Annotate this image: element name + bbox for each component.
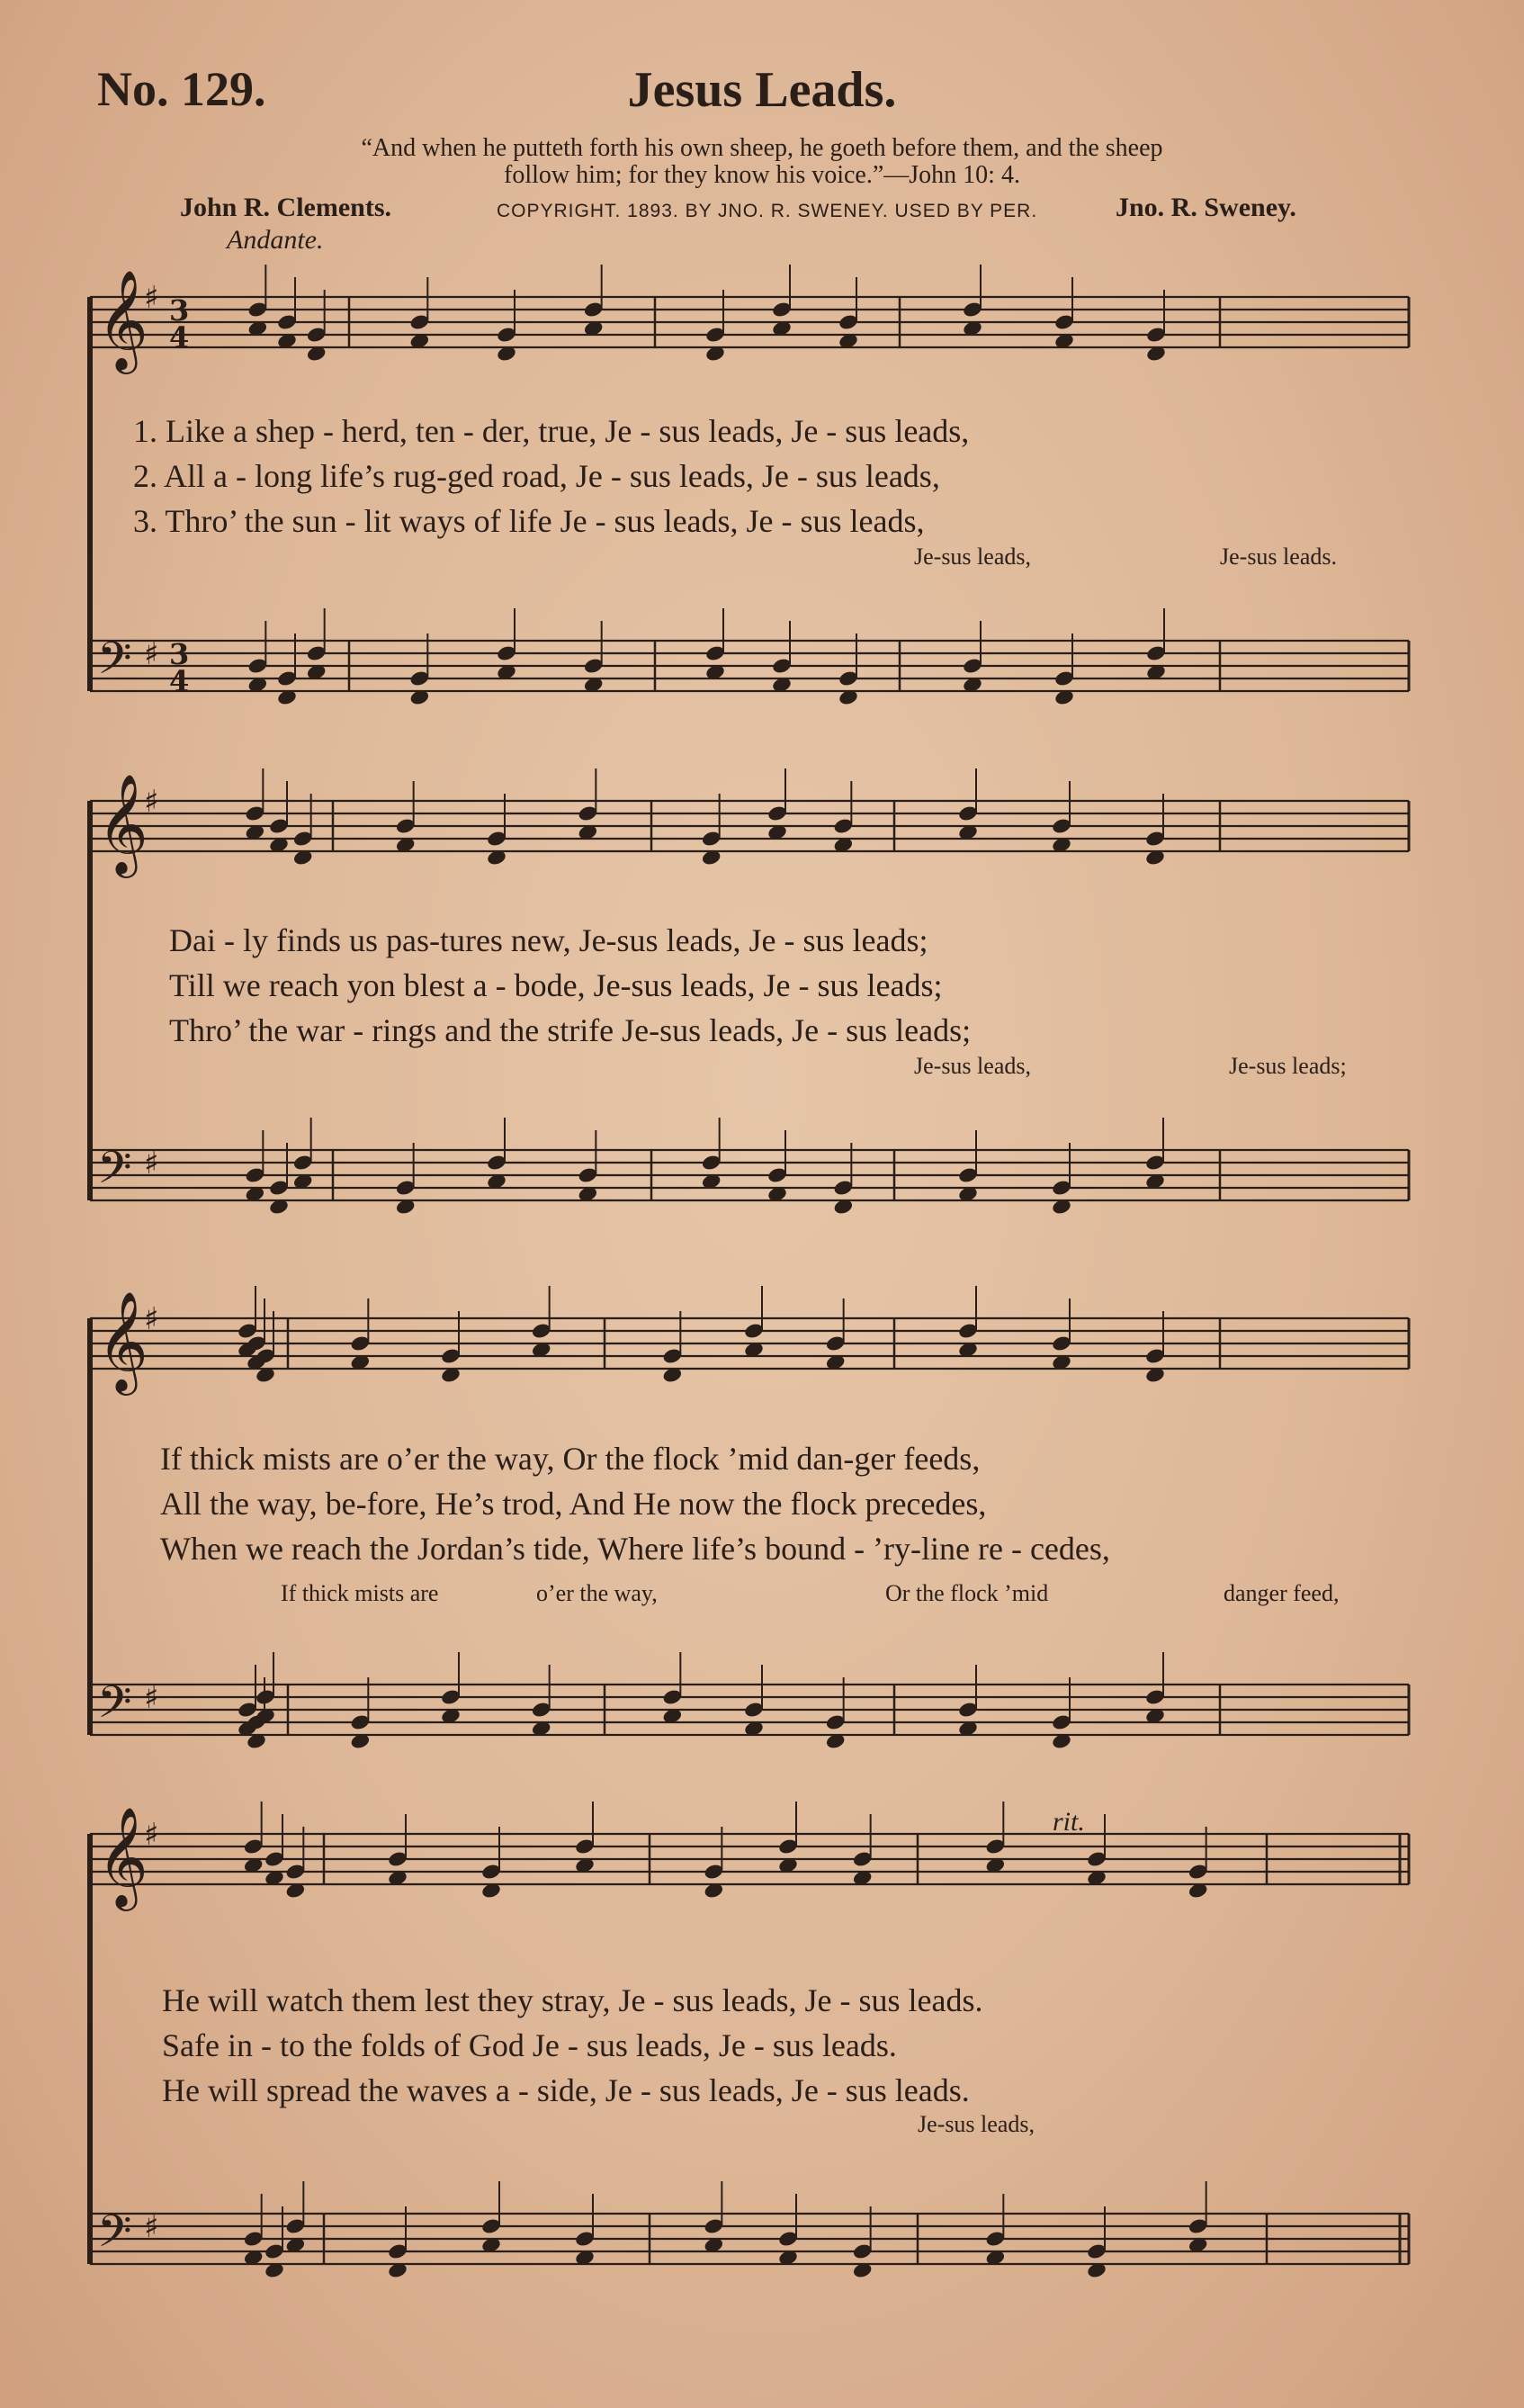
time-signature: 3 <box>169 293 190 328</box>
system-1-verse-3: 3. Thro’ the sun - lit ways of life Je - sus leads, Je - sus leads, <box>133 503 925 539</box>
system-3-verse-1: If thick mists are o’er the way, Or the flock ’mid dan-ger feeds, <box>160 1441 981 1477</box>
system-3-echo-d: danger feed, <box>1224 1580 1340 1606</box>
hymn-title: Jesus Leads. <box>627 62 897 118</box>
key-signature-sharp: ♯ <box>144 1301 159 1337</box>
key-signature-sharp: ♯ <box>144 1817 159 1853</box>
system-1-echo-b: Je-sus leads. <box>1220 544 1337 570</box>
system-3-verse-3: When we reach the Jordan’s tide, Where life’s bound - ’ry-line re - cedes, <box>160 1531 1110 1567</box>
hymn-number: No. 129. <box>97 62 266 116</box>
treble-clef-icon: 𝄞 <box>97 269 148 370</box>
time-signature: 3 <box>169 637 190 671</box>
system-1-verse-1: 1. Like a shep - herd, ten - der, true, Je - sus leads, Je - sus leads, <box>133 413 970 449</box>
composer-credit: Jno. R. Sweney. <box>1116 193 1296 222</box>
system-2-verse-3: Thro’ the war - rings and the strife Je-sus leads, Je - sus leads; <box>169 1012 972 1048</box>
system-4-verse-3: He will spread the waves a - side, Je - sus leads, Je - sus leads. <box>162 2072 970 2108</box>
epigraph-line-2: follow him; for they know his voice.”—John 10: 4. <box>504 161 1020 189</box>
key-signature-sharp: ♯ <box>144 280 159 316</box>
treble-clef-icon: 𝄞 <box>97 1806 148 1907</box>
system-2-echo-b: Je-sus leads; <box>1229 1053 1347 1079</box>
bass-clef-icon: 𝄢 <box>97 2206 132 2269</box>
bass-clef-icon: 𝄢 <box>97 1676 132 1739</box>
time-signature: 4 <box>169 320 190 355</box>
bass-clef-icon: 𝄢 <box>97 633 132 696</box>
system-3-echo-c: Or the flock ’mid <box>885 1580 1049 1606</box>
system-2-verse-2: Till we reach yon blest a - bode, Je-sus leads, Je - sus leads; <box>169 967 943 1003</box>
key-signature-sharp: ♯ <box>144 2209 159 2245</box>
bass-clef-icon: 𝄢 <box>97 1142 132 1205</box>
system-4-echo-a: Je-sus leads, <box>918 2111 1035 2137</box>
treble-clef-icon: 𝄞 <box>97 1290 148 1391</box>
epigraph-line-1: “And when he putteth forth his own sheep, he goeth before them, and the sheep <box>361 134 1163 162</box>
system-2-verse-1: Dai - ly finds us pas-tures new, Je-sus leads, Je - sus leads; <box>169 922 928 958</box>
tempo-marking: Andante. <box>227 225 324 255</box>
system-4-verse-1: He will watch them lest they stray, Je - sus leads, Je - sus leads. <box>162 1982 983 2018</box>
key-signature-sharp: ♯ <box>144 1680 159 1716</box>
treble-clef-icon: 𝄞 <box>97 773 148 874</box>
system-4-verse-2: Safe in - to the folds of God Je - sus leads, Je - sus leads. <box>162 2027 897 2063</box>
system-1-echo-a: Je-sus leads, <box>914 544 1031 570</box>
system-3-verse-2: All the way, be-fore, He’s trod, And He now the flock precedes, <box>160 1486 987 1522</box>
time-signature: 4 <box>169 664 190 698</box>
system-2-echo-a: Je-sus leads, <box>914 1053 1031 1079</box>
key-signature-sharp: ♯ <box>144 784 159 820</box>
lyricist-credit: John R. Clements. <box>180 193 392 222</box>
ritardando-marking: rit. <box>1053 1807 1085 1837</box>
key-signature-sharp: ♯ <box>144 1146 159 1182</box>
system-1-verse-2: 2. All a - long life’s rug-ged road, Je - sus leads, Je - sus leads, <box>133 458 940 494</box>
system-3-echo-b: o’er the way, <box>536 1580 658 1606</box>
system-3-echo-a: If thick mists are <box>281 1580 439 1606</box>
copyright-notice: COPYRIGHT. 1893. BY JNO. R. SWENEY. USED BY PER. <box>497 201 1038 221</box>
key-signature-sharp: ♯ <box>144 636 159 672</box>
